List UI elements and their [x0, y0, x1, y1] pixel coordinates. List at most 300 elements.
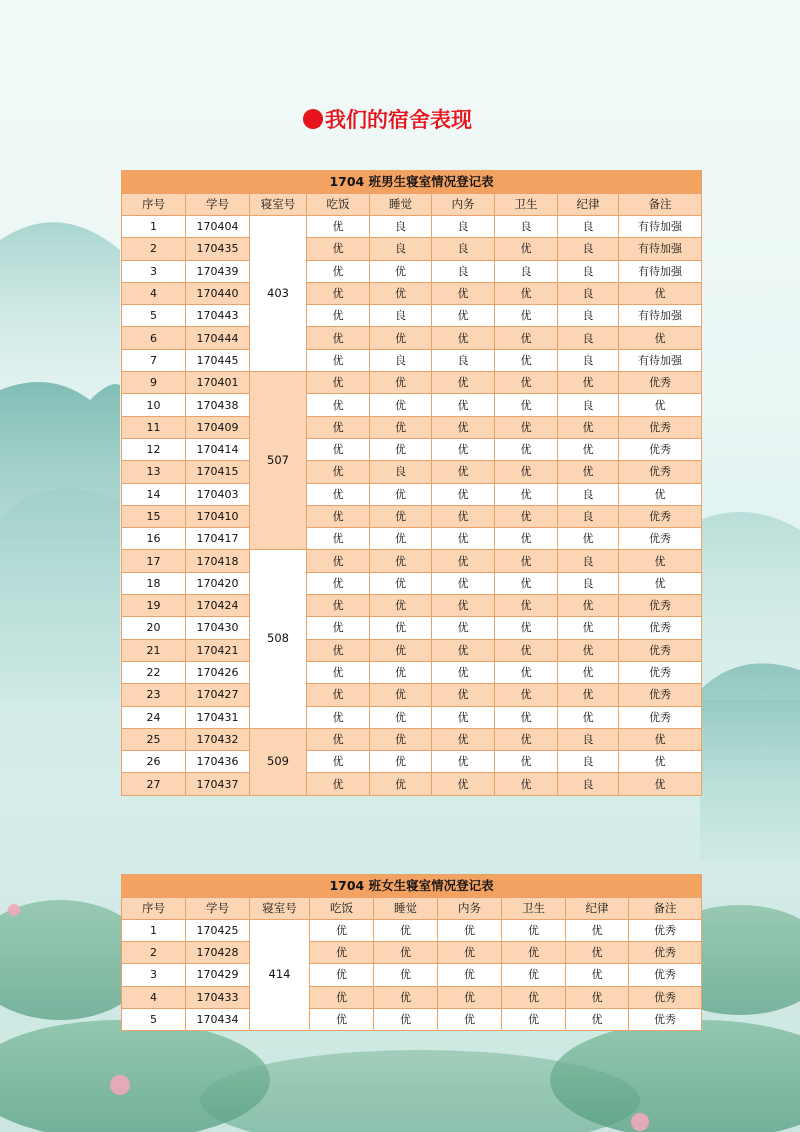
cell-sleep: 优 — [370, 617, 432, 639]
cell-sleep: 良 — [370, 461, 432, 483]
cell-discipline: 优 — [558, 461, 619, 483]
cell-discipline: 优 — [558, 416, 619, 438]
cell-housekeeping: 优 — [432, 773, 495, 795]
red-dot-icon — [303, 109, 323, 129]
column-header: 序号 — [122, 194, 186, 216]
cell-note: 优 — [619, 282, 702, 304]
table-row — [122, 595, 702, 617]
cell-student-id: 170414 — [186, 438, 250, 460]
page-title — [303, 104, 472, 134]
cell-room-number: 403 — [250, 216, 307, 372]
cell-meal: 优 — [307, 372, 370, 394]
cell-note: 优秀 — [619, 505, 702, 527]
cell-discipline: 良 — [558, 773, 619, 795]
cell-sleep: 优 — [370, 372, 432, 394]
cell-sleep: 良 — [370, 216, 432, 238]
cell-seq: 20 — [122, 617, 186, 639]
cell-sleep: 优 — [370, 282, 432, 304]
table-title: 1704 班女生寝室情况登记表 — [122, 875, 702, 898]
cell-seq: 23 — [122, 684, 186, 706]
cell-seq: 18 — [122, 572, 186, 594]
cell-seq: 25 — [122, 728, 186, 750]
page-title-text: 我们的宿舍表现 — [325, 107, 472, 132]
cell-discipline: 优 — [558, 684, 619, 706]
cell-hygiene: 优 — [495, 438, 558, 460]
cell-sleep: 优 — [370, 416, 432, 438]
cell-discipline: 良 — [558, 282, 619, 304]
cell-discipline: 优 — [566, 920, 629, 942]
column-header: 吃饭 — [310, 898, 374, 920]
cell-note: 优 — [619, 751, 702, 773]
cell-housekeeping: 良 — [432, 349, 495, 371]
cell-discipline: 良 — [558, 216, 619, 238]
cell-discipline: 优 — [558, 372, 619, 394]
cell-sleep: 良 — [370, 349, 432, 371]
cell-sleep: 优 — [370, 773, 432, 795]
cell-seq: 4 — [122, 282, 186, 304]
cell-seq: 15 — [122, 505, 186, 527]
cell-hygiene: 优 — [502, 964, 566, 986]
cell-note: 优 — [619, 483, 702, 505]
table-row — [122, 920, 702, 942]
cell-note: 优秀 — [619, 661, 702, 683]
table-row — [122, 238, 702, 260]
cell-housekeeping: 优 — [432, 282, 495, 304]
cell-discipline: 优 — [558, 438, 619, 460]
cell-discipline: 良 — [558, 751, 619, 773]
column-header: 序号 — [122, 898, 186, 920]
cell-sleep: 良 — [370, 305, 432, 327]
cell-note: 优 — [619, 728, 702, 750]
cell-student-id: 170434 — [186, 1008, 250, 1030]
table-row — [122, 751, 702, 773]
cell-hygiene: 优 — [502, 986, 566, 1008]
column-header: 睡觉 — [374, 898, 438, 920]
cell-housekeeping: 优 — [432, 394, 495, 416]
cell-sleep: 优 — [370, 706, 432, 728]
cell-seq: 22 — [122, 661, 186, 683]
cell-student-id: 170425 — [186, 920, 250, 942]
cell-sleep: 优 — [370, 438, 432, 460]
cell-meal: 优 — [307, 216, 370, 238]
table-row — [122, 964, 702, 986]
cell-discipline: 良 — [558, 505, 619, 527]
table-row — [122, 461, 702, 483]
cell-meal: 优 — [307, 661, 370, 683]
cell-hygiene: 良 — [495, 216, 558, 238]
cell-note: 有待加强 — [619, 238, 702, 260]
cell-housekeeping: 优 — [438, 964, 502, 986]
cell-student-id: 170438 — [186, 394, 250, 416]
cell-sleep: 优 — [374, 964, 438, 986]
cell-hygiene: 优 — [495, 327, 558, 349]
cell-student-id: 170415 — [186, 461, 250, 483]
cell-hygiene: 良 — [495, 260, 558, 282]
cell-student-id: 170436 — [186, 751, 250, 773]
cell-student-id: 170443 — [186, 305, 250, 327]
cell-discipline: 良 — [558, 394, 619, 416]
cell-meal: 优 — [307, 728, 370, 750]
cell-student-id: 170420 — [186, 572, 250, 594]
cell-hygiene: 优 — [495, 661, 558, 683]
cell-meal: 优 — [307, 238, 370, 260]
cell-sleep: 优 — [370, 595, 432, 617]
cell-discipline: 优 — [566, 964, 629, 986]
cell-student-id: 170432 — [186, 728, 250, 750]
column-header: 备注 — [619, 194, 702, 216]
cell-hygiene: 优 — [502, 920, 566, 942]
table-row — [122, 986, 702, 1008]
cell-discipline: 优 — [558, 617, 619, 639]
cell-student-id: 170410 — [186, 505, 250, 527]
cell-sleep: 优 — [370, 751, 432, 773]
cell-seq: 10 — [122, 394, 186, 416]
cell-note: 优秀 — [629, 964, 702, 986]
cell-meal: 优 — [307, 751, 370, 773]
cell-discipline: 良 — [558, 327, 619, 349]
cell-housekeeping: 优 — [438, 920, 502, 942]
cell-student-id: 170433 — [186, 986, 250, 1008]
column-header: 寝室号 — [250, 194, 307, 216]
cell-hygiene: 优 — [495, 773, 558, 795]
cell-room-number: 508 — [250, 550, 307, 728]
table-row — [122, 372, 702, 394]
cell-housekeeping: 优 — [432, 372, 495, 394]
column-header: 卫生 — [502, 898, 566, 920]
cell-student-id: 170444 — [186, 327, 250, 349]
cell-seq: 14 — [122, 483, 186, 505]
cell-seq: 4 — [122, 986, 186, 1008]
cell-student-id: 170437 — [186, 773, 250, 795]
column-header: 学号 — [186, 194, 250, 216]
column-header: 睡觉 — [370, 194, 432, 216]
cell-student-id: 170401 — [186, 372, 250, 394]
cell-note: 优 — [619, 773, 702, 795]
cell-hygiene: 优 — [495, 305, 558, 327]
cell-hygiene: 优 — [495, 572, 558, 594]
cell-sleep: 优 — [374, 942, 438, 964]
cell-housekeeping: 优 — [432, 483, 495, 505]
cell-meal: 优 — [310, 964, 374, 986]
table-row — [122, 528, 702, 550]
table-row — [122, 505, 702, 527]
cell-housekeeping: 优 — [432, 572, 495, 594]
cell-seq: 17 — [122, 550, 186, 572]
cell-meal: 优 — [307, 260, 370, 282]
cell-seq: 3 — [122, 260, 186, 282]
cell-hygiene: 优 — [495, 550, 558, 572]
cell-seq: 12 — [122, 438, 186, 460]
cell-sleep: 优 — [370, 260, 432, 282]
cell-student-id: 170409 — [186, 416, 250, 438]
cell-meal: 优 — [310, 1008, 374, 1030]
cell-housekeeping: 优 — [432, 505, 495, 527]
cell-meal: 优 — [307, 617, 370, 639]
table-header-row — [122, 898, 702, 920]
cell-housekeeping: 优 — [432, 728, 495, 750]
cell-student-id: 170445 — [186, 349, 250, 371]
cell-hygiene: 优 — [495, 595, 558, 617]
cell-student-id: 170404 — [186, 216, 250, 238]
cell-sleep: 优 — [374, 920, 438, 942]
cell-sleep: 优 — [370, 483, 432, 505]
column-header: 纪律 — [566, 898, 629, 920]
cell-discipline: 良 — [558, 728, 619, 750]
cell-sleep: 优 — [370, 505, 432, 527]
cell-discipline: 良 — [558, 260, 619, 282]
cell-hygiene: 优 — [495, 394, 558, 416]
cell-seq: 5 — [122, 305, 186, 327]
cell-housekeeping: 优 — [432, 305, 495, 327]
column-header: 备注 — [629, 898, 702, 920]
cell-hygiene: 优 — [495, 461, 558, 483]
table-row — [122, 327, 702, 349]
table-row — [122, 773, 702, 795]
cell-housekeeping: 优 — [432, 617, 495, 639]
cell-note: 有待加强 — [619, 305, 702, 327]
table-row — [122, 942, 702, 964]
cell-note: 优秀 — [629, 1008, 702, 1030]
cell-housekeeping: 优 — [432, 595, 495, 617]
cell-hygiene: 优 — [495, 528, 558, 550]
cell-housekeeping: 优 — [432, 438, 495, 460]
cell-sleep: 优 — [370, 528, 432, 550]
cell-hygiene: 优 — [495, 706, 558, 728]
cell-note: 优秀 — [619, 438, 702, 460]
cell-student-id: 170418 — [186, 550, 250, 572]
cell-hygiene: 优 — [502, 942, 566, 964]
column-header: 学号 — [186, 898, 250, 920]
cell-meal: 优 — [307, 438, 370, 460]
cell-room-number: 507 — [250, 372, 307, 550]
cell-sleep: 优 — [370, 684, 432, 706]
cell-housekeeping: 优 — [432, 461, 495, 483]
table-row — [122, 216, 702, 238]
cell-seq: 6 — [122, 327, 186, 349]
cell-meal: 优 — [310, 986, 374, 1008]
cell-hygiene: 优 — [495, 483, 558, 505]
cell-note: 优秀 — [619, 528, 702, 550]
cell-housekeeping: 优 — [432, 550, 495, 572]
cell-seq: 26 — [122, 751, 186, 773]
male-dorm-table — [121, 170, 702, 796]
cell-student-id: 170403 — [186, 483, 250, 505]
cell-note: 优秀 — [619, 639, 702, 661]
cell-discipline: 良 — [558, 349, 619, 371]
table-row — [122, 305, 702, 327]
cell-meal: 优 — [307, 461, 370, 483]
cell-hygiene: 优 — [495, 349, 558, 371]
cell-seq: 21 — [122, 639, 186, 661]
cell-note: 优 — [619, 327, 702, 349]
cell-student-id: 170431 — [186, 706, 250, 728]
cell-housekeeping: 优 — [438, 986, 502, 1008]
cell-housekeeping: 优 — [438, 1008, 502, 1030]
cell-seq: 7 — [122, 349, 186, 371]
cell-meal: 优 — [310, 942, 374, 964]
cell-sleep: 优 — [370, 728, 432, 750]
cell-note: 有待加强 — [619, 216, 702, 238]
cell-hygiene: 优 — [495, 505, 558, 527]
cell-seq: 5 — [122, 1008, 186, 1030]
cell-meal: 优 — [307, 483, 370, 505]
table-row — [122, 572, 702, 594]
cell-seq: 27 — [122, 773, 186, 795]
cell-meal: 优 — [307, 282, 370, 304]
cell-housekeeping: 优 — [432, 661, 495, 683]
cell-hygiene: 优 — [495, 238, 558, 260]
cell-meal: 优 — [307, 773, 370, 795]
cell-seq: 19 — [122, 595, 186, 617]
cell-meal: 优 — [307, 706, 370, 728]
cell-sleep: 优 — [370, 661, 432, 683]
cell-student-id: 170428 — [186, 942, 250, 964]
cell-meal: 优 — [307, 327, 370, 349]
cell-sleep: 良 — [370, 238, 432, 260]
cell-discipline: 良 — [558, 238, 619, 260]
cell-student-id: 170417 — [186, 528, 250, 550]
column-header: 吃饭 — [307, 194, 370, 216]
cell-discipline: 优 — [558, 639, 619, 661]
cell-discipline: 良 — [558, 483, 619, 505]
table-row — [122, 639, 702, 661]
cell-note: 有待加强 — [619, 260, 702, 282]
cell-housekeeping: 良 — [432, 238, 495, 260]
cell-note: 优秀 — [629, 986, 702, 1008]
cell-sleep: 优 — [370, 394, 432, 416]
cell-sleep: 优 — [370, 327, 432, 349]
female-dorm-table — [121, 874, 702, 1031]
cell-meal: 优 — [307, 349, 370, 371]
cell-housekeeping: 优 — [432, 684, 495, 706]
table-row — [122, 550, 702, 572]
table-row — [122, 684, 702, 706]
cell-sleep: 优 — [374, 1008, 438, 1030]
cell-discipline: 优 — [566, 1008, 629, 1030]
cell-meal: 优 — [307, 305, 370, 327]
table-row — [122, 728, 702, 750]
cell-hygiene: 优 — [495, 728, 558, 750]
cell-hygiene: 优 — [495, 639, 558, 661]
cell-seq: 9 — [122, 372, 186, 394]
column-header: 内务 — [438, 898, 502, 920]
cell-sleep: 优 — [370, 572, 432, 594]
cell-discipline: 良 — [558, 305, 619, 327]
cell-student-id: 170439 — [186, 260, 250, 282]
table-row — [122, 661, 702, 683]
cell-housekeeping: 良 — [432, 260, 495, 282]
cell-student-id: 170435 — [186, 238, 250, 260]
cell-meal: 优 — [307, 528, 370, 550]
cell-discipline: 优 — [558, 706, 619, 728]
cell-housekeeping: 优 — [438, 942, 502, 964]
table-title: 1704 班男生寝室情况登记表 — [122, 171, 702, 194]
cell-seq: 24 — [122, 706, 186, 728]
table-row — [122, 1008, 702, 1030]
cell-seq: 2 — [122, 238, 186, 260]
column-header: 纪律 — [558, 194, 619, 216]
cell-hygiene: 优 — [495, 372, 558, 394]
cell-room-number: 414 — [250, 920, 310, 1031]
table-row — [122, 483, 702, 505]
cell-note: 优 — [619, 572, 702, 594]
cell-housekeeping: 优 — [432, 327, 495, 349]
cell-sleep: 优 — [370, 550, 432, 572]
cell-note: 优秀 — [629, 942, 702, 964]
cell-hygiene: 优 — [502, 1008, 566, 1030]
cell-meal: 优 — [307, 595, 370, 617]
cell-student-id: 170421 — [186, 639, 250, 661]
cell-hygiene: 优 — [495, 684, 558, 706]
cell-housekeeping: 良 — [432, 216, 495, 238]
cell-note: 优秀 — [619, 416, 702, 438]
cell-hygiene: 优 — [495, 416, 558, 438]
cell-hygiene: 优 — [495, 751, 558, 773]
table-row — [122, 416, 702, 438]
cell-note: 优秀 — [629, 920, 702, 942]
cell-student-id: 170440 — [186, 282, 250, 304]
cell-note: 优 — [619, 394, 702, 416]
cell-seq: 13 — [122, 461, 186, 483]
cell-housekeeping: 优 — [432, 528, 495, 550]
cell-discipline: 良 — [558, 572, 619, 594]
cell-note: 优 — [619, 550, 702, 572]
cell-discipline: 良 — [558, 550, 619, 572]
cell-note: 优秀 — [619, 595, 702, 617]
cell-housekeeping: 优 — [432, 751, 495, 773]
cell-meal: 优 — [307, 550, 370, 572]
table-row — [122, 617, 702, 639]
cell-discipline: 优 — [558, 661, 619, 683]
cell-sleep: 优 — [374, 986, 438, 1008]
cell-sleep: 优 — [370, 639, 432, 661]
cell-note: 优秀 — [619, 461, 702, 483]
cell-meal: 优 — [307, 684, 370, 706]
cell-hygiene: 优 — [495, 282, 558, 304]
column-header: 寝室号 — [250, 898, 310, 920]
cell-seq: 1 — [122, 216, 186, 238]
cell-meal: 优 — [307, 572, 370, 594]
cell-seq: 11 — [122, 416, 186, 438]
cell-note: 优秀 — [619, 617, 702, 639]
cell-student-id: 170424 — [186, 595, 250, 617]
cell-discipline: 优 — [558, 595, 619, 617]
cell-meal: 优 — [307, 639, 370, 661]
table-row — [122, 394, 702, 416]
cell-meal: 优 — [307, 416, 370, 438]
column-header: 卫生 — [495, 194, 558, 216]
table-row — [122, 438, 702, 460]
cell-note: 有待加强 — [619, 349, 702, 371]
cell-hygiene: 优 — [495, 617, 558, 639]
column-header: 内务 — [432, 194, 495, 216]
table-row — [122, 349, 702, 371]
cell-note: 优秀 — [619, 706, 702, 728]
cell-housekeeping: 优 — [432, 639, 495, 661]
table-row — [122, 260, 702, 282]
cell-housekeeping: 优 — [432, 416, 495, 438]
table-row — [122, 706, 702, 728]
cell-discipline: 优 — [566, 942, 629, 964]
cell-note: 优秀 — [619, 684, 702, 706]
cell-student-id: 170430 — [186, 617, 250, 639]
cell-meal: 优 — [310, 920, 374, 942]
cell-meal: 优 — [307, 394, 370, 416]
cell-student-id: 170429 — [186, 964, 250, 986]
cell-seq: 1 — [122, 920, 186, 942]
table-header-row — [122, 194, 702, 216]
cell-note: 优秀 — [619, 372, 702, 394]
